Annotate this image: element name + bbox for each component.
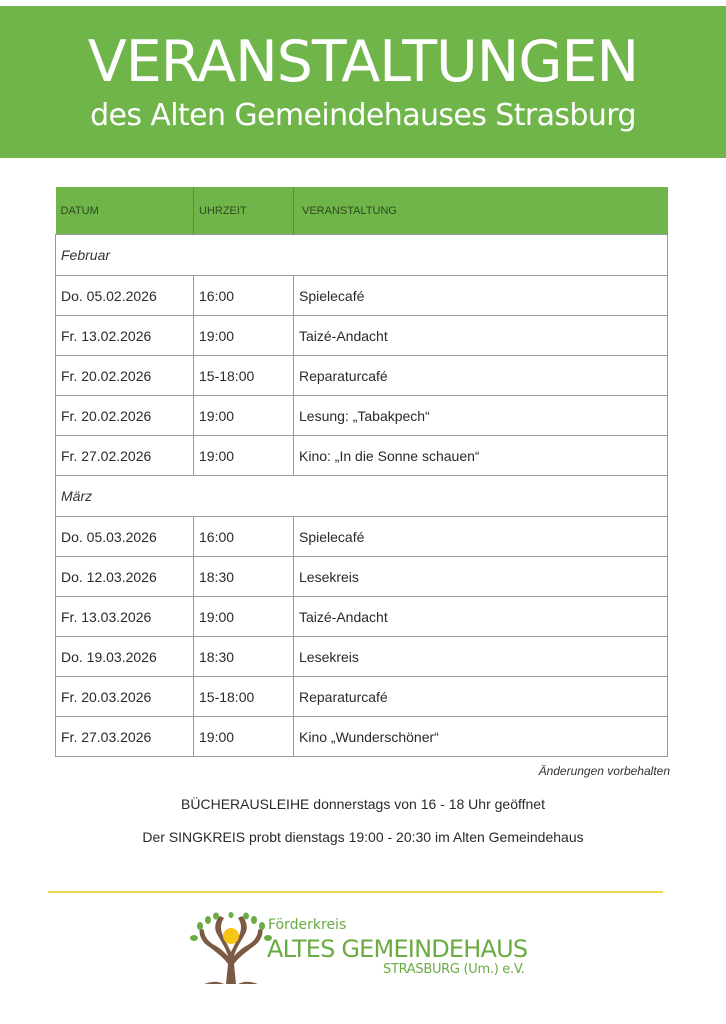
changes-note: Änderungen vorbehalten xyxy=(538,764,670,778)
table-row xyxy=(56,597,668,637)
event-name: Taizé-Andacht xyxy=(294,316,668,356)
event-time: 19:00 xyxy=(194,396,294,436)
event-name: Kino: „In die Sonne schauen“ xyxy=(294,436,668,476)
page-subtitle: des Alten Gemeindehauses Strasburg xyxy=(90,98,636,133)
column-header-event: VERANSTALTUNG xyxy=(294,187,668,235)
table-header-row xyxy=(56,187,668,235)
month-label: März xyxy=(56,476,668,517)
event-time: 19:00 xyxy=(194,436,294,476)
event-time: 15-18:00 xyxy=(194,677,294,717)
event-date: Fr. 13.02.2026 xyxy=(56,316,194,356)
event-time: 19:00 xyxy=(194,316,294,356)
table-row xyxy=(56,396,668,436)
table-row xyxy=(56,356,668,396)
event-time: 16:00 xyxy=(194,517,294,557)
event-name: Lesung: „Tabakpech“ xyxy=(294,396,668,436)
month-row xyxy=(56,235,668,276)
event-date: Fr. 13.03.2026 xyxy=(56,597,194,637)
info-line-choir: Der SINGKREIS probt dienstags 19:00 - 20:30 im Alten Gemeindehaus xyxy=(142,829,584,845)
column-header-date: DATUM xyxy=(56,187,194,235)
event-date: Fr. 20.03.2026 xyxy=(56,677,194,717)
table-row xyxy=(56,717,668,757)
column-header-time: UHRZEIT xyxy=(194,187,294,235)
table-row xyxy=(56,677,668,717)
event-date: Fr. 27.02.2026 xyxy=(56,436,194,476)
event-date: Do. 12.03.2026 xyxy=(56,557,194,597)
event-name: Reparaturcafé xyxy=(294,356,668,396)
event-date: Do. 05.03.2026 xyxy=(56,517,194,557)
table-row xyxy=(56,517,668,557)
table-row xyxy=(56,276,668,316)
event-time: 19:00 xyxy=(194,597,294,637)
divider-line xyxy=(48,891,663,893)
event-time: 19:00 xyxy=(194,717,294,757)
month-label: Februar xyxy=(56,235,668,276)
event-name: Lesekreis xyxy=(294,637,668,677)
tree-icon xyxy=(186,912,276,984)
event-date: Fr. 20.02.2026 xyxy=(56,356,194,396)
table-row xyxy=(56,316,668,356)
event-date: Do. 05.02.2026 xyxy=(56,276,194,316)
event-time: 18:30 xyxy=(194,637,294,677)
table-row xyxy=(56,557,668,597)
events-table xyxy=(55,187,668,757)
event-name: Reparaturcafé xyxy=(294,677,668,717)
table-row xyxy=(56,436,668,476)
event-date: Do. 19.03.2026 xyxy=(56,637,194,677)
table-row xyxy=(56,637,668,677)
month-row xyxy=(56,476,668,517)
logo-text-location: STRASBURG (Um.) e.V. xyxy=(383,962,525,977)
events-table-body xyxy=(56,235,668,757)
logo-text-foerderkreis: Förderkreis xyxy=(268,917,347,933)
logo-text-name: ALTES GEMEINDEHAUS xyxy=(267,935,528,963)
event-time: 16:00 xyxy=(194,276,294,316)
info-line-library: BÜCHERAUSLEIHE donnerstags von 16 - 18 Uhr geöffnet xyxy=(181,796,545,812)
event-time: 15-18:00 xyxy=(194,356,294,396)
event-name: Spielecafé xyxy=(294,517,668,557)
event-date: Fr. 27.03.2026 xyxy=(56,717,194,757)
header-banner xyxy=(0,6,726,158)
event-time: 18:30 xyxy=(194,557,294,597)
event-name: Spielecafé xyxy=(294,276,668,316)
event-date: Fr. 20.02.2026 xyxy=(56,396,194,436)
page-title: VERANSTALTUNGEN xyxy=(87,29,639,95)
event-name: Lesekreis xyxy=(294,557,668,597)
event-name: Taizé-Andacht xyxy=(294,597,668,637)
event-name: Kino „Wunderschöner“ xyxy=(294,717,668,757)
